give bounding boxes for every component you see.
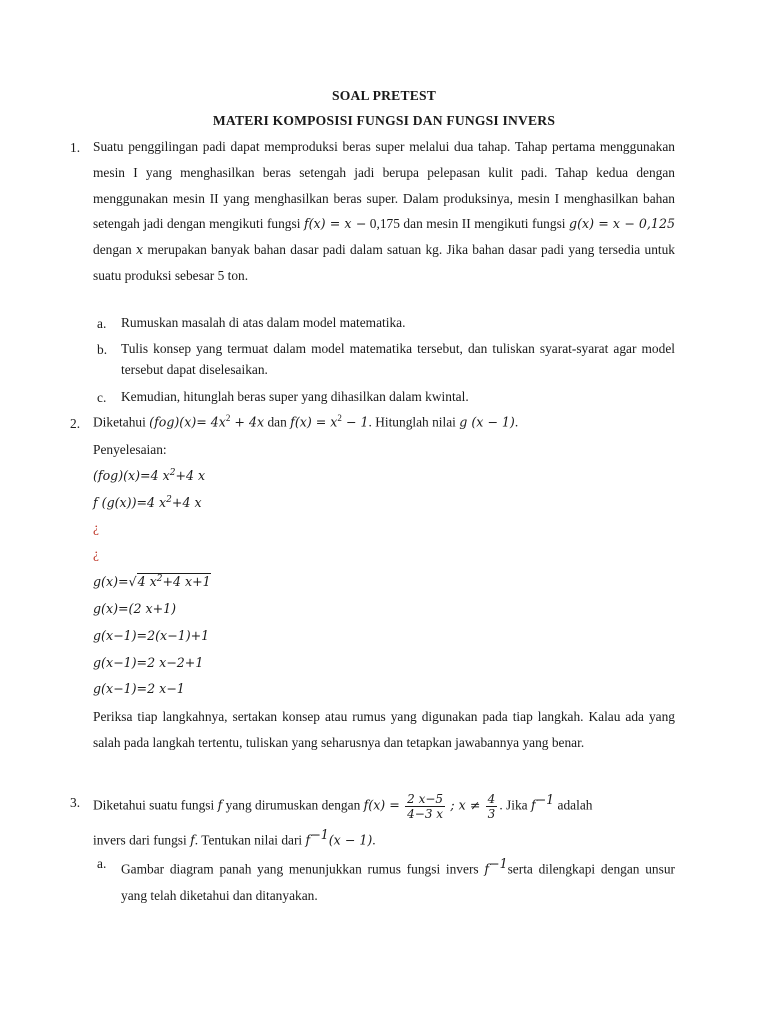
q3-line2-expr: (x − 1) [328,832,373,848]
q2-instruction: Periksa tiap langkahnya, sertakan konsep atau rumus yang digunakan pada tiap langkah. Kalau ada yang salah pada langkah tertentu, tuliskan yang seharusnya dan tetapkan jawabannya yang benar. [93,709,675,750]
q3-fraction [405,792,445,821]
q2-text-dan: dan [267,414,287,430]
q3-line2-b: . Tentukan nilai dari [194,832,303,848]
step-2-sq: 2 [166,495,172,505]
q2-text-hitung: . Hitunglah nilai [368,414,456,430]
q3-cond-den: 3 [487,806,496,821]
q3-item-a-finv: f [484,861,490,877]
q1-item-a-text: Rumuskan masalah di atas dalam model matematika. [121,315,406,330]
step-1-b: +4 x [175,468,206,484]
step-3-c: +4 x+1 [162,574,211,590]
q3-cond-fraction [486,792,498,821]
sqrt-radicand [137,573,211,589]
question-3-number: 3. [70,795,81,810]
q3-finv: f [530,797,536,813]
q2-fog-lhs: (fog)(x) [149,414,197,430]
q3-item-a-label: a. [97,856,107,871]
q2-end: . [514,414,519,430]
q3-f-var: f [217,797,223,813]
q3-item-a-inv-sup: −1 [489,856,508,871]
broken-glyph-1: ¿ [93,520,99,535]
q2-f-rhs: − 1 [341,414,369,430]
q3-line2-end: . [372,832,376,848]
q3-cond: ; x ≠ [450,797,481,813]
step-2-a: f (g(x))=4 x [93,495,167,511]
q3-item-a-text [121,850,675,909]
q3-item-a-text-1: Gambar diagram panah yang menunjukkan rumus fungsi invers [121,861,479,877]
q3-line2-finv: f [305,832,311,848]
q2-sq-2: 2 [337,413,342,423]
step-6: g(x−1)=2 x−2+1 [93,655,204,670]
q2-f-lhs: f(x) = x [290,414,338,430]
q3-text-c: . Jika [499,797,528,813]
q1-text-a: Suatu penggilingan padi dapat memproduksi beras super melalui dua tahap. Tahap pertama menggunakan mesin I yang menghasilkan beras setengah jadi berupa pelepasan kulit padi. Tahap kedua dengan menggunakan mesin II yang menghasilkan beras super. Dalam produksinya, mesin I menghasilkan bahan setengah jadi dengan mengikuti fungsi [93,139,675,232]
step-3: g(x)=√4 $x^2+4$ x+1 [93,574,211,590]
step-1-sq: 2 [169,468,176,478]
q1-item-a-label: a. [97,316,107,331]
q3-text-d: adalah [557,797,593,813]
step-7: g(x−1)=2 x−1 [93,681,185,696]
q1-text-c: dengan [93,242,132,258]
q3-text-a: Diketahui suatu fungsi [93,797,215,813]
q3-frac-num: 2 x−5 [407,791,444,806]
q3-line2-inv-sup: −1 [310,827,329,842]
question-1-text [93,134,675,289]
step-1-a: (fog)(x)=4 x [93,468,170,484]
q3-text-b: yang dirumuskan dengan [225,797,361,813]
q1-item-b-label: b. [97,342,108,357]
step-3-b: 4 x [137,574,157,590]
q1-x-var: x [135,242,144,258]
q1-item-c-label: c. [97,390,107,405]
q2-sq-1: 2 [225,413,231,423]
q1-item-c-text: Kemudian, hitunglah beras super yang dihasilkan dalam kwintal. [121,389,469,404]
q3-cond-num: 4 [487,791,496,806]
step-3-a: g(x)= [93,574,129,590]
q2-fog-rhs-b: + 4x [230,414,265,430]
question-2-text [93,413,518,430]
step-5: g(x−1)=2(x−1)+1 [93,628,210,643]
q3-line2-f: f [190,832,195,848]
step-2 [93,495,202,510]
broken-glyph-2: ¿ [93,546,99,561]
q3-f-lhs: f(x) = [363,797,400,813]
q1-text-b: 0,175 dan mesin II mengikuti fungsi [369,216,566,232]
q1-g-expr: g(x) = x − 0,125 [569,216,675,232]
q3-frac-den: 4−3 x [407,806,444,821]
page-title: SOAL PRETEST [331,88,436,103]
q2-prefix: Diketahui [93,414,146,430]
question-3-line-1 [93,780,593,825]
question-1-number: 1. [70,140,81,155]
page-subtitle: MATERI KOMPOSISI FUNGSI DAN FUNGSI INVERS [212,113,556,128]
step-2-b: +4 x [171,495,202,511]
q2-fog-rhs-a: = 4x [196,414,226,430]
q3-inv-sup: −1 [535,792,555,807]
step-1 [93,468,205,483]
q2-g-target: g (x − 1) [459,414,515,430]
solution-label: Penyelesaian: [93,442,167,457]
q1-f-expr: f(x) = x − [303,216,367,232]
q1-text-d: merupakan banyak bahan dasar padi dalam satuan kg. Jika bahan dasar padi yang tersedia untuk suatu produksi sebesar 5 ton. [93,242,675,283]
question-3-line-2 [93,827,376,848]
step-4: g(x)=(2 x+1) [93,601,177,616]
q3-item-a-text-2: serta dilengkapi dengan unsur yang telah diketahui dan ditanyakan. [121,861,675,904]
q3-line2-a: invers dari fungsi [93,832,187,848]
question-2-number: 2. [70,416,81,431]
q1-item-b-text: Tulis konsep yang termuat dalam model matematika tersebut, dan tuliskan syarat-syarat agar model tersebut dapat diselesaikan. [121,341,675,377]
step-3-sq: 2 [156,574,163,584]
